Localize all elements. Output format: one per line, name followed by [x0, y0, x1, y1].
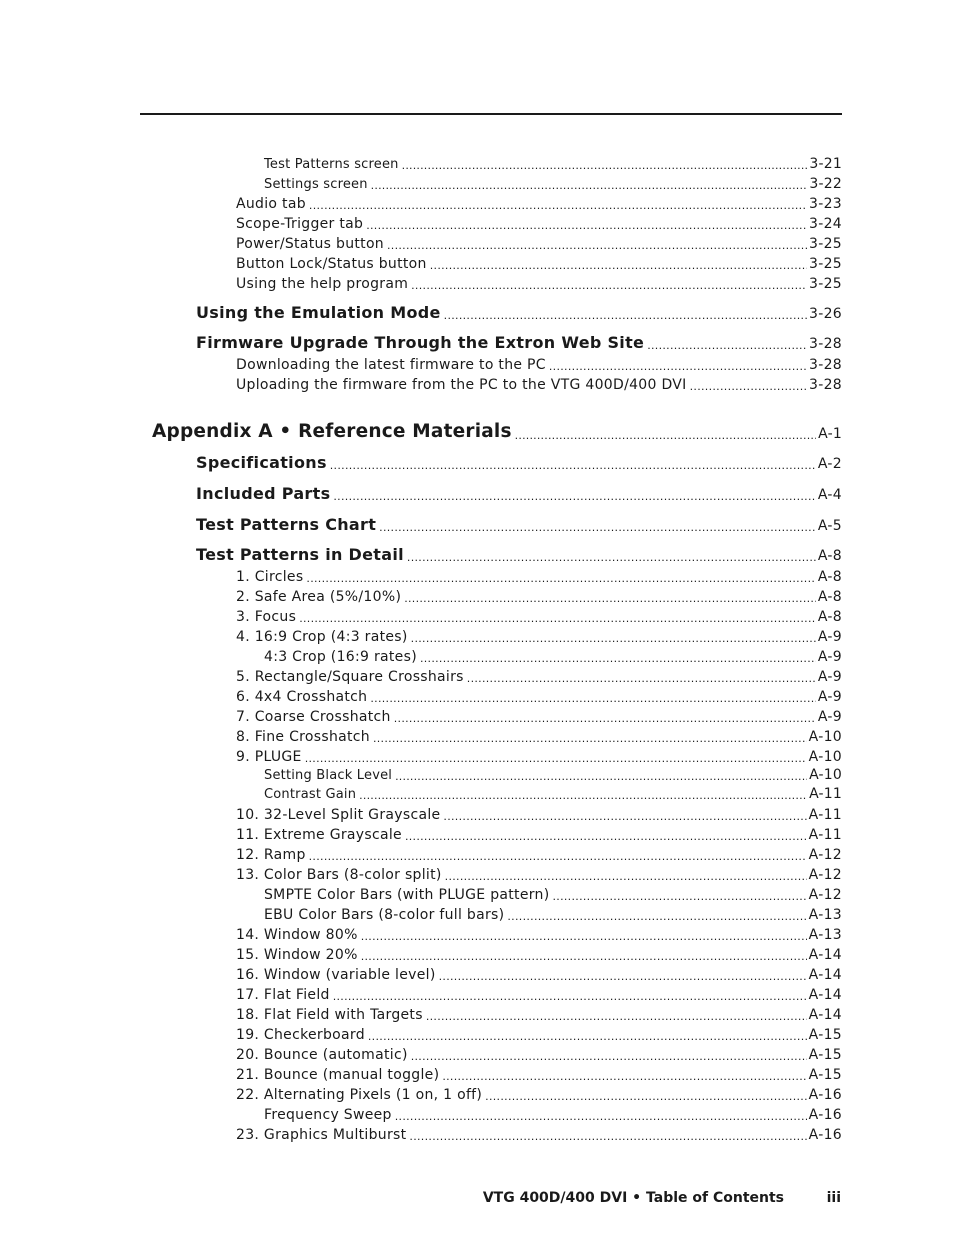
toc-entry[interactable]: [196, 512, 842, 534]
toc-entry-title: 21. Bounce (manual toggle): [236, 1067, 440, 1083]
toc-entry[interactable]: [236, 1023, 842, 1043]
toc-entry-page: A-1: [818, 426, 842, 442]
toc-leader-dots: [306, 572, 815, 585]
toc-entry-page: 3-28: [809, 377, 842, 393]
toc-entry[interactable]: [236, 565, 842, 585]
toc-leader-dots: [366, 219, 807, 232]
toc-leader-dots: [373, 732, 807, 745]
toc-entry[interactable]: [236, 843, 842, 863]
toc-entry[interactable]: [236, 625, 842, 645]
toc-leader-dots: [444, 309, 807, 322]
toc-entry-title: Test Patterns in Detail: [196, 545, 404, 564]
toc-entry-page: A-16: [808, 1087, 842, 1103]
toc-entry[interactable]: [264, 1103, 842, 1123]
toc-entry[interactable]: [264, 174, 842, 192]
toc-leader-dots: [515, 429, 816, 442]
toc-leader-dots: [407, 551, 816, 564]
toc-entry-page: 3-25: [809, 256, 842, 272]
toc-leader-dots: [553, 890, 807, 903]
toc-entry-title: 1. Circles: [236, 569, 304, 585]
toc-leader-dots: [333, 490, 815, 503]
toc-entry-title: Setting Black Level: [264, 768, 393, 783]
toc-leader-dots: [395, 1110, 807, 1123]
toc-entry-title: Uploading the firmware from the PC to the VTG 400D/400 DVI: [236, 377, 687, 393]
toc-entry[interactable]: [236, 685, 842, 705]
toc-entry-page: A-11: [808, 807, 842, 823]
toc-entry-page: A-11: [809, 786, 842, 802]
toc-entry-title: 7. Coarse Crosshatch: [236, 709, 391, 725]
toc-entry[interactable]: [236, 232, 842, 252]
toc-entry[interactable]: [196, 300, 842, 322]
toc-entry[interactable]: [236, 1003, 842, 1023]
toc-entry[interactable]: [236, 823, 842, 843]
toc-entry[interactable]: [236, 705, 842, 725]
toc-leader-dots: [409, 1130, 806, 1143]
toc-entry-title: 18. Flat Field with Targets: [236, 1007, 423, 1023]
toc-leader-dots: [411, 279, 807, 292]
toc-entry[interactable]: [152, 416, 842, 442]
toc-entry[interactable]: [236, 585, 842, 605]
toc-entry-page: 3-25: [809, 236, 842, 252]
toc-entry-page: A-13: [808, 907, 842, 923]
toc-entry-page: A-11: [808, 827, 842, 843]
toc-entry-page: 3-21: [809, 156, 842, 172]
toc-entry-page: A-8: [817, 569, 842, 585]
toc-entry[interactable]: [236, 353, 842, 373]
toc-entry-title: Contrast Gain: [264, 787, 357, 802]
toc-entry-page: A-9: [817, 649, 842, 665]
toc-entry-title: Included Parts: [196, 484, 331, 503]
toc-entry-title: Test Patterns Chart: [196, 515, 377, 534]
toc-leader-dots: [305, 752, 807, 765]
toc-entry-title: 23. Graphics Multiburst: [236, 1127, 407, 1143]
toc-entry[interactable]: [236, 192, 842, 212]
toc-entry-page: A-15: [808, 1047, 842, 1063]
toc-leader-dots: [402, 159, 808, 172]
toc-entry-page: A-5: [817, 518, 842, 534]
toc-entry-page: A-9: [817, 669, 842, 685]
toc-entry-page: A-10: [809, 767, 842, 783]
toc-leader-dots: [443, 810, 806, 823]
toc-entry[interactable]: [264, 903, 842, 923]
toc-entry-title: 6. 4x4 Crosshatch: [236, 689, 368, 705]
toc-leader-dots: [507, 910, 806, 923]
toc-entry[interactable]: [236, 212, 842, 232]
toc-leader-dots: [395, 770, 807, 783]
toc-entry-page: A-14: [808, 1007, 842, 1023]
toc-entry-title: Downloading the latest firmware to the PC: [236, 357, 546, 373]
toc-entry-title: EBU Color Bars (8-color full bars): [264, 907, 505, 923]
toc-entry[interactable]: [236, 803, 842, 823]
toc-entry[interactable]: [264, 784, 842, 802]
toc-leader-dots: [426, 1010, 807, 1023]
toc-entry-title: Appendix A • Reference Materials: [152, 421, 512, 442]
toc-entry-title: 20. Bounce (automatic): [236, 1047, 408, 1063]
toc-entry-page: A-16: [808, 1127, 842, 1143]
toc-entry[interactable]: [264, 645, 842, 665]
toc-entry-title: Scope-Trigger tab: [236, 216, 364, 232]
toc-leader-dots: [404, 592, 816, 605]
toc-leader-dots: [445, 870, 807, 883]
toc-leader-dots: [439, 970, 807, 983]
toc-entry-title: 16. Window (variable level): [236, 967, 436, 983]
toc-entry-title: 2. Safe Area (5%/10%): [236, 589, 402, 605]
toc-leader-dots: [411, 632, 816, 645]
toc-entry-title: 4:3 Crop (16:9 rates): [264, 649, 417, 665]
toc-entry[interactable]: [236, 665, 842, 685]
toc-leader-dots: [394, 712, 816, 725]
toc-entry-page: A-9: [817, 689, 842, 705]
toc-entry[interactable]: [236, 373, 842, 393]
toc-leader-dots: [333, 990, 807, 1003]
toc-entry[interactable]: [236, 923, 842, 943]
toc-leader-dots: [361, 950, 807, 963]
toc-leader-dots: [359, 789, 807, 802]
toc-entry-title: 22. Alternating Pixels (1 on, 1 off): [236, 1087, 483, 1103]
toc-entry-page: 3-28: [809, 357, 842, 373]
toc-entry[interactable]: [236, 1043, 842, 1063]
toc-entry-page: A-12: [808, 887, 842, 903]
toc-entry[interactable]: [236, 272, 842, 292]
toc-leader-dots: [309, 199, 807, 212]
toc-entry-title: Specifications: [196, 453, 327, 472]
toc-leader-dots: [387, 239, 807, 252]
toc-entry-title: Using the help program: [236, 276, 409, 292]
toc-entry-title: SMPTE Color Bars (with PLUGE pattern): [264, 887, 550, 903]
footer-page-number: iii: [826, 1190, 841, 1206]
toc-entry-title: Frequency Sweep: [264, 1107, 392, 1123]
toc-entry[interactable]: [236, 1083, 842, 1103]
toc-entry-title: 19. Checkerboard: [236, 1027, 365, 1043]
toc-leader-dots: [299, 612, 816, 625]
toc-leader-dots: [442, 1070, 806, 1083]
toc-entry-page: A-10: [808, 729, 842, 745]
toc-entry[interactable]: [236, 863, 842, 883]
toc-leader-dots: [371, 179, 808, 192]
toc-entry-title: Button Lock/Status button: [236, 256, 427, 272]
toc-entry-page: A-14: [808, 967, 842, 983]
toc-leader-dots: [485, 1090, 806, 1103]
toc-entry[interactable]: [264, 883, 842, 903]
toc-entry-title: 14. Window 80%: [236, 927, 358, 943]
toc-entry-title: Using the Emulation Mode: [196, 303, 441, 322]
toc-leader-dots: [405, 830, 807, 843]
toc-entry-title: 9. PLUGE: [236, 749, 302, 765]
toc-entry-page: A-13: [808, 927, 842, 943]
toc-leader-dots: [430, 259, 807, 272]
toc-entry-page: A-15: [808, 1027, 842, 1043]
toc-entry-title: Test Patterns screen: [264, 157, 399, 172]
toc-entry-page: A-9: [817, 709, 842, 725]
toc-entry[interactable]: [236, 943, 842, 963]
toc-entry-page: A-15: [808, 1067, 842, 1083]
toc-entry-page: 3-22: [809, 176, 842, 192]
toc-entry-page: A-8: [817, 589, 842, 605]
toc-leader-dots: [379, 521, 816, 534]
toc-leader-dots: [467, 672, 816, 685]
toc-entry-page: A-2: [817, 456, 842, 472]
toc-entry-title: 5. Rectangle/Square Crosshairs: [236, 669, 464, 685]
toc-entry-page: 3-24: [809, 216, 842, 232]
toc-entry-title: 12. Ramp: [236, 847, 306, 863]
toc-entry-page: A-10: [808, 749, 842, 765]
toc-entry[interactable]: [236, 605, 842, 625]
toc-entry-page: A-14: [808, 947, 842, 963]
toc-entry-title: Firmware Upgrade Through the Extron Web Site: [196, 333, 645, 352]
toc-entry[interactable]: [196, 450, 842, 472]
toc-entry-title: Audio tab: [236, 196, 306, 212]
toc-entry-page: A-8: [817, 609, 842, 625]
toc-entry-page: 3-26: [809, 306, 842, 322]
toc-entry-page: A-16: [808, 1107, 842, 1123]
toc-entry-title: 17. Flat Field: [236, 987, 330, 1003]
toc-leader-dots: [368, 1030, 807, 1043]
toc-entry-title: Settings screen: [264, 177, 368, 192]
toc-entry-page: A-12: [808, 867, 842, 883]
toc-entry[interactable]: [264, 765, 842, 783]
footer-title: VTG 400D/400 DVI • Table of Contents: [482, 1190, 784, 1206]
toc-leader-dots: [411, 1050, 807, 1063]
toc-entry-title: 15. Window 20%: [236, 947, 358, 963]
toc-entry-title: 13. Color Bars (8-color split): [236, 867, 442, 883]
toc-leader-dots: [361, 930, 807, 943]
toc-entry[interactable]: [236, 963, 842, 983]
toc-entry-title: 4. 16:9 Crop (4:3 rates): [236, 629, 408, 645]
toc-leader-dots: [549, 360, 807, 373]
toc-entry-title: 11. Extreme Grayscale: [236, 827, 402, 843]
toc-entry-title: 10. 32-Level Split Grayscale: [236, 807, 441, 823]
toc-entry[interactable]: [196, 542, 842, 564]
toc-entry[interactable]: [236, 725, 842, 745]
toc-leader-dots: [309, 850, 807, 863]
toc-entry-title: 3. Focus: [236, 609, 297, 625]
toc-entry[interactable]: [236, 1063, 842, 1083]
toc-leader-dots: [420, 652, 816, 665]
toc-entry-page: A-14: [808, 987, 842, 1003]
toc-entry-page: 3-28: [809, 336, 842, 352]
toc-leader-dots: [370, 692, 816, 705]
toc-entry-page: A-9: [817, 629, 842, 645]
toc-entry-title: 8. Fine Crosshatch: [236, 729, 370, 745]
toc-entry[interactable]: [236, 745, 842, 765]
toc-entry[interactable]: [236, 1123, 842, 1143]
toc-entry[interactable]: [196, 481, 842, 503]
toc-entry-page: A-8: [817, 548, 842, 564]
toc-entry-title: Power/Status button: [236, 236, 384, 252]
toc-entry-page: 3-23: [809, 196, 842, 212]
toc-entry[interactable]: [264, 154, 842, 172]
toc-leader-dots: [647, 339, 807, 352]
toc-entry[interactable]: [196, 330, 842, 352]
toc-entry-page: 3-25: [809, 276, 842, 292]
toc-entry-page: A-4: [817, 487, 842, 503]
toc-entry-page: A-12: [808, 847, 842, 863]
toc-entry[interactable]: [236, 983, 842, 1003]
toc-leader-dots: [690, 380, 807, 393]
toc-entry[interactable]: [236, 252, 842, 272]
toc-leader-dots: [330, 459, 816, 472]
